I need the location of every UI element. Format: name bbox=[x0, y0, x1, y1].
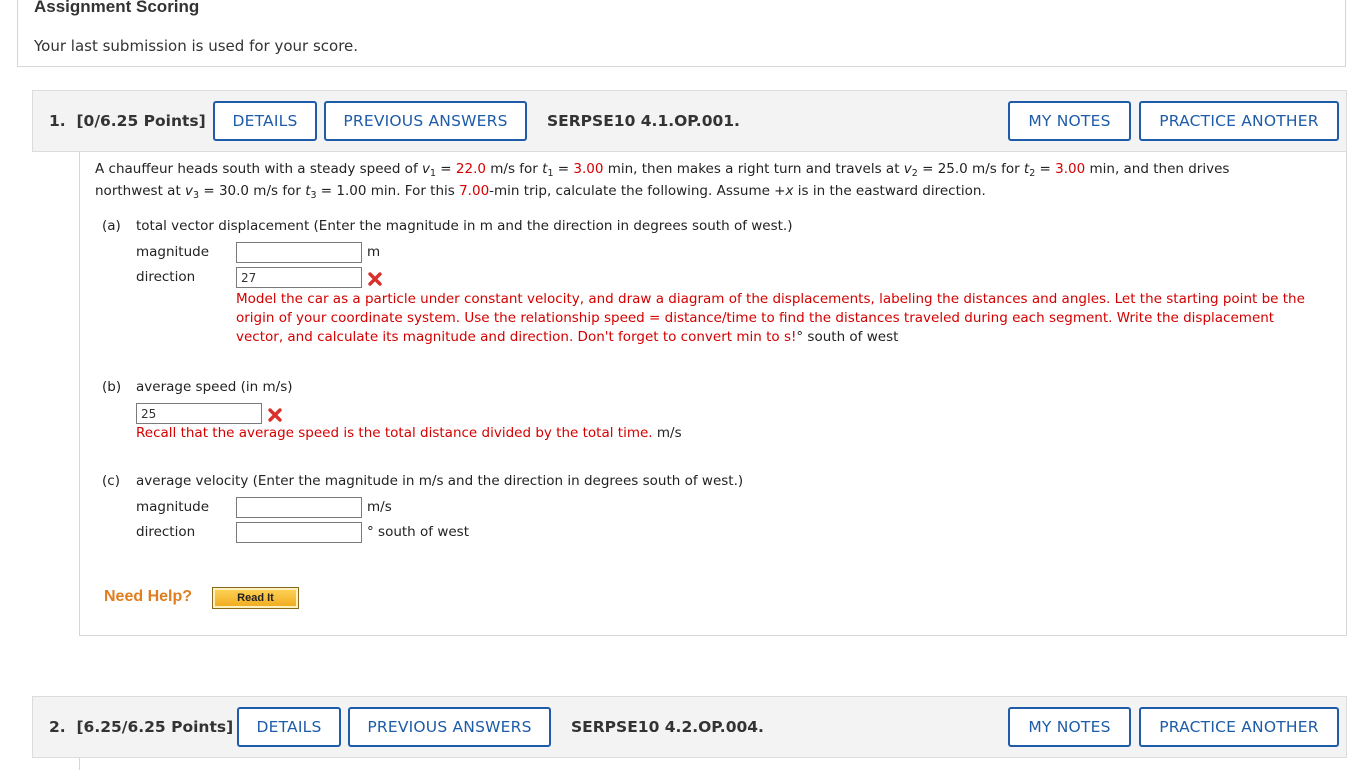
q2-my-notes-button[interactable]: MY NOTES bbox=[1008, 707, 1131, 747]
q2-previous-answers-button[interactable]: PREVIOUS ANSWERS bbox=[348, 707, 551, 747]
part-c-direction-input[interactable] bbox=[236, 522, 362, 543]
part-a-tag: (a) bbox=[102, 218, 121, 234]
part-b-hint-line bbox=[136, 425, 682, 441]
part-c-magnitude-unit: m/s bbox=[367, 499, 392, 515]
part-a-magnitude-label: magnitude bbox=[136, 244, 210, 260]
part-b-prompt: average speed (in m/s) bbox=[136, 379, 293, 395]
t1-value: 3.00 bbox=[573, 161, 604, 177]
trip-time-value: 7.00 bbox=[459, 183, 490, 199]
part-c-tag: (c) bbox=[102, 473, 120, 489]
question-2-points: 2. [6.25/6.25 Points] bbox=[49, 718, 234, 736]
q1-problem-code: SERPSE10 4.1.OP.001. bbox=[547, 112, 740, 130]
part-b-hint: Recall that the average speed is the total distance divided by the total time. bbox=[136, 425, 653, 441]
question-2-body bbox=[79, 758, 1347, 770]
q1-stem-line-1: A chauffeur heads south with a steady speed of $v_1 = 22.0$ m/s for $t_1 = 3.00$ min, then makes a right turn and travels at $v_2 = 25.0$ m/s for $t_2 = 3.00$ min, and then drives bbox=[95, 161, 1230, 179]
part-a-magnitude-unit: m bbox=[367, 244, 381, 260]
part-c-direction-unit: ° south of west bbox=[367, 524, 470, 540]
scoring-title: Assignment Scoring bbox=[34, 0, 200, 16]
read-it-button[interactable]: Read It bbox=[212, 587, 299, 609]
red-x-icon bbox=[267, 407, 283, 423]
part-c-prompt: average velocity (Enter the magnitude in m/s and the direction in degrees south of west.) bbox=[136, 473, 744, 489]
assignment-scoring-panel bbox=[17, 0, 1346, 67]
question-1-header bbox=[32, 90, 1347, 152]
q1-my-notes-button[interactable]: MY NOTES bbox=[1008, 101, 1131, 141]
part-b-tag: (b) bbox=[102, 379, 122, 395]
part-b-unit: m/s bbox=[656, 425, 682, 441]
red-x-icon bbox=[367, 271, 383, 287]
q1-details-button[interactable]: DETAILS bbox=[213, 101, 317, 141]
part-a-magnitude-input[interactable] bbox=[236, 242, 362, 263]
q2-practice-another-button[interactable]: PRACTICE ANOTHER bbox=[1139, 707, 1339, 747]
q2-problem-code: SERPSE10 4.2.OP.004. bbox=[571, 718, 764, 736]
q1-previous-answers-button[interactable]: PREVIOUS ANSWERS bbox=[324, 101, 527, 141]
part-a-direction-unit: ° south of west bbox=[796, 329, 899, 345]
v1-value: 22.0 bbox=[455, 161, 486, 177]
part-a-direction-input[interactable] bbox=[236, 267, 362, 288]
need-help-label: Need Help? bbox=[104, 588, 193, 605]
part-c-magnitude-input[interactable] bbox=[236, 497, 362, 518]
part-a-prompt: total vector displacement (Enter the magnitude in m and the direction in degrees south of west.) bbox=[136, 218, 793, 234]
question-2-header bbox=[32, 696, 1347, 758]
part-c-direction-label: direction bbox=[136, 524, 196, 540]
q1-stem-line-2: northwest at $v_3 = 30.0$ m/s for $t_3 = 1.00$ min. For this 7.00-min trip, calculate the following. Assume +x is in the eastward direction. bbox=[95, 183, 986, 201]
t2-value: 3.00 bbox=[1055, 161, 1086, 177]
part-a-direction-label: direction bbox=[136, 269, 196, 285]
part-c-magnitude-label: magnitude bbox=[136, 499, 210, 515]
part-a-hint: Model the car as a particle under constant velocity, and draw a diagram of the displacements, labeling the distances and angles. Let the starting point be the origin of your coordinate system. Use the relationship speed = distance/time to find the distances traveled during each segment. Write the displacement vector, and calculate its magnitude and direction. Don't forget to convert min to s!° south of west bbox=[236, 291, 1305, 345]
part-b-speed-input[interactable] bbox=[136, 403, 262, 424]
scoring-subtitle: Your last submission is used for your score. bbox=[34, 37, 359, 55]
q1-practice-another-button[interactable]: PRACTICE ANOTHER bbox=[1139, 101, 1339, 141]
q2-details-button[interactable]: DETAILS bbox=[237, 707, 341, 747]
question-1-points: 1. [0/6.25 Points] bbox=[49, 112, 206, 130]
